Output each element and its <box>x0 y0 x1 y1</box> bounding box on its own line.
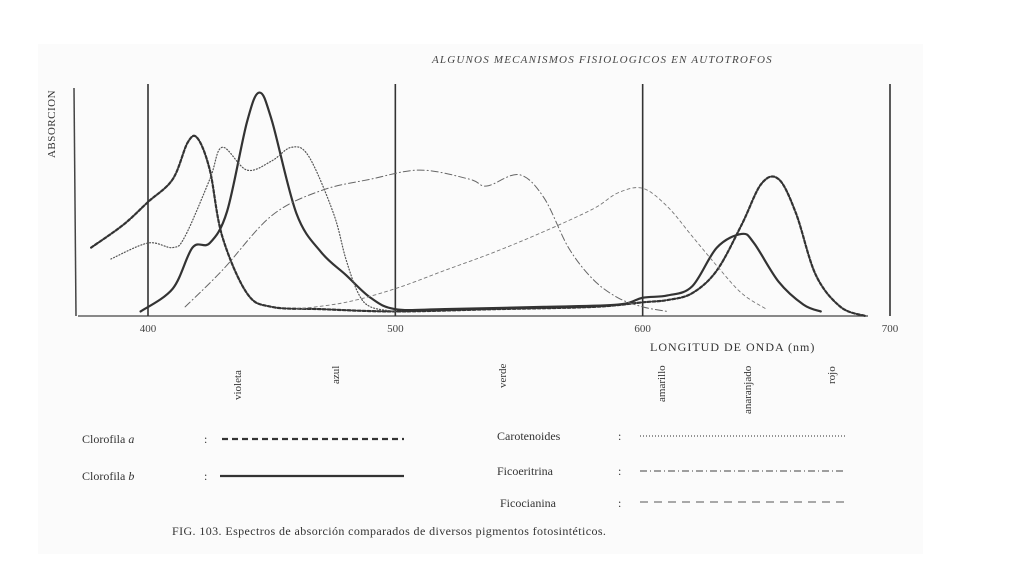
legend-label-clorofila-a: Clorofila a <box>82 432 135 446</box>
y-axis-label: ABSORCION <box>46 89 59 159</box>
band-label-verde: verde <box>497 363 509 388</box>
left-frame-line <box>74 88 76 316</box>
series-line-clorofila-a <box>91 136 865 316</box>
band-label-azul: azul <box>330 365 342 384</box>
x-tick-label-400: 400 <box>139 323 157 335</box>
x-axis-label: LONGITUD DE ONDA (nm) <box>650 340 816 354</box>
legend-colon: : <box>618 496 622 510</box>
running-header: ALGUNOS MECANISMOS FISIOLOGICOS EN AUTOTROFOS <box>432 54 773 66</box>
legend-colon: : <box>618 464 622 478</box>
figure-caption: FIG. 103. Espectros de absorción comparados de diversos pigmentos fotosintéticos. <box>172 524 607 538</box>
series-line-clorofila-b <box>141 93 821 312</box>
band-label-violeta: violeta <box>232 370 244 400</box>
band-label-anaranjado: anaranjado <box>742 365 754 414</box>
series-line-carotenoides <box>111 147 395 312</box>
legend-colon: : <box>204 469 208 483</box>
x-tick-label-500: 500 <box>387 323 404 335</box>
legend-label-clorofila-b: Clorofila b <box>82 469 135 483</box>
legend-label-ficocianina: Ficocianina <box>500 496 556 510</box>
legend-colon: : <box>618 429 622 443</box>
series-line-ficoeritrina <box>185 170 667 311</box>
band-label-amarillo: amarillo <box>656 365 668 402</box>
legend-colon: : <box>204 432 208 446</box>
x-tick-label-700: 700 <box>881 323 899 335</box>
legend-label-carotenoides: Carotenoides <box>497 429 561 443</box>
x-tick-label-600: 600 <box>634 323 651 335</box>
band-label-rojo: rojo <box>826 366 838 384</box>
legend-label-ficoeritrina: Ficoeritrina <box>497 464 553 478</box>
